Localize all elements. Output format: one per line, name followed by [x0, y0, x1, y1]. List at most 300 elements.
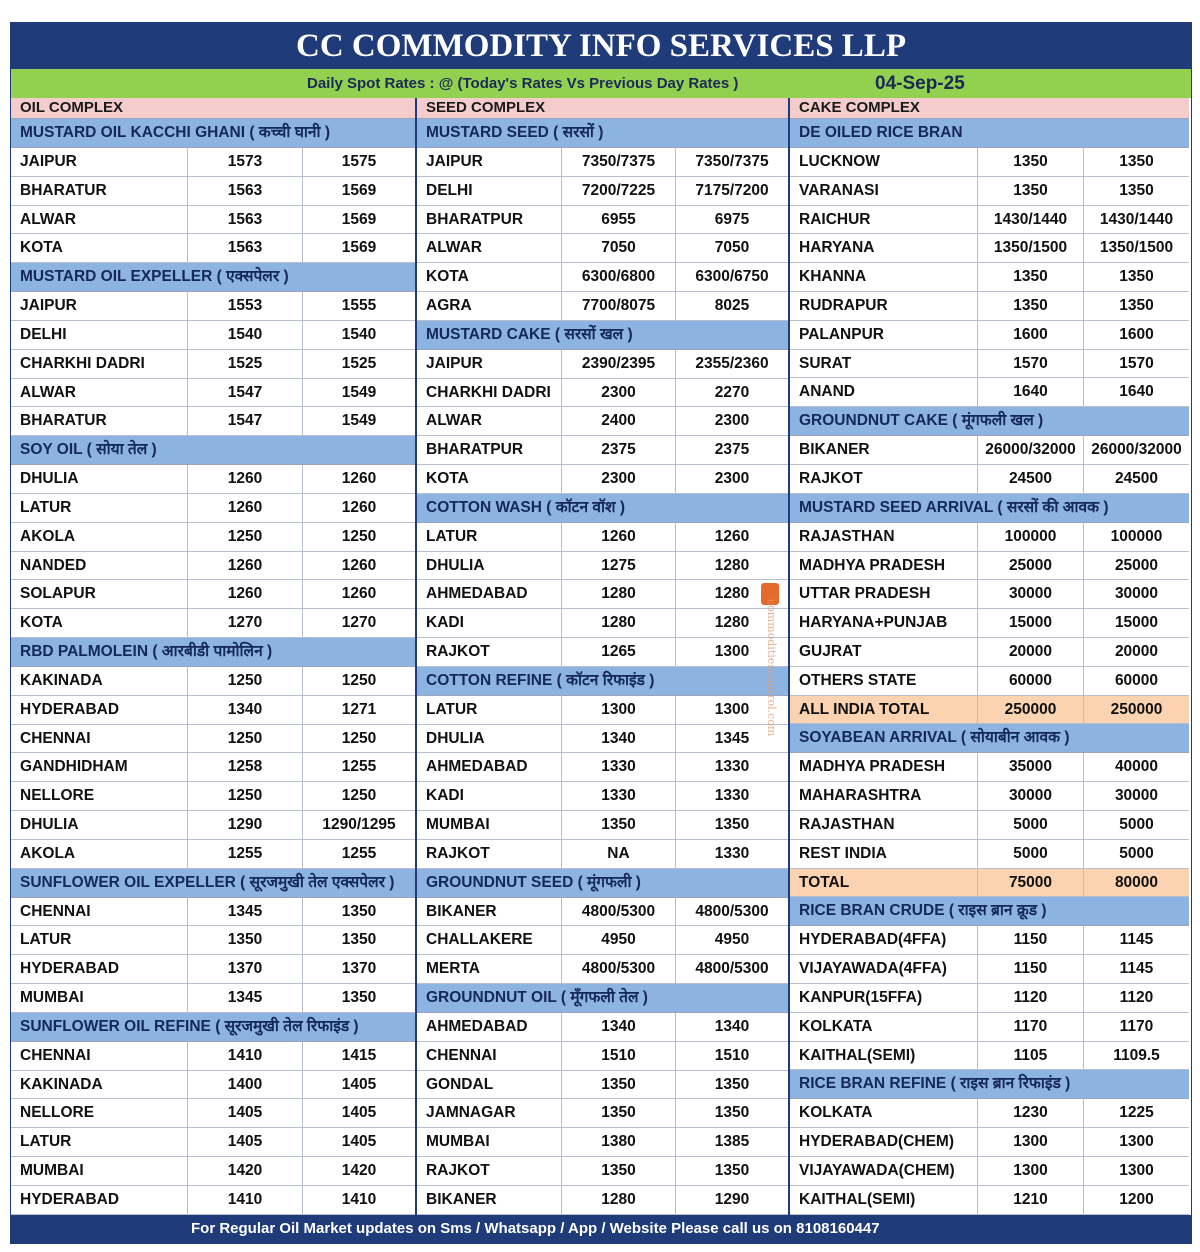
market-name-cell: SURAT: [790, 350, 978, 378]
market-name-cell: RUDRAPUR: [790, 292, 978, 320]
previous-rate-cell: 1300: [714, 642, 750, 660]
section-header: GROUNDNUT SEED ( मूंगफली ): [417, 869, 788, 898]
today-rate-cell: 1547: [188, 407, 303, 435]
previous-rate-cell: 1345: [714, 729, 750, 747]
section-header: RBD PALMOLEIN ( आरबीडी पामोलिन ): [11, 638, 415, 667]
today-rate-cell: 4800/5300: [562, 955, 676, 983]
section-header: RICE BRAN REFINE ( राइस ब्रान रिफाइंड ): [790, 1070, 1189, 1099]
today-rate-cell: 1570: [978, 350, 1084, 378]
table-row: [11, 1071, 415, 1100]
market-name-cell: BHARATPUR: [417, 206, 562, 234]
table-row: [790, 753, 1189, 782]
previous-rate-cell: 2355/2360: [695, 354, 769, 372]
market-name-cell: MUMBAI: [11, 984, 188, 1012]
table-row: [790, 984, 1189, 1013]
market-name-cell: RAJKOT: [417, 840, 562, 868]
previous-rate-cell: 1271: [341, 700, 377, 718]
market-name-cell: AHMEDABAD: [417, 1013, 562, 1041]
previous-rate-cell: 30000: [1114, 585, 1159, 603]
previous-rate-cell: 1405: [341, 1104, 377, 1122]
previous-rate-cell: 7175/7200: [695, 181, 769, 199]
previous-rate-cell: 1575: [341, 153, 377, 170]
watermark-text: commoditiescontrol.com: [765, 599, 778, 737]
market-name-cell: CHENNAI: [11, 1042, 188, 1070]
market-name-cell: KOTA: [11, 609, 188, 637]
today-rate-cell: 1300: [562, 696, 676, 724]
previous-rate-cell: 24500: [1114, 469, 1159, 487]
previous-rate-cell: 1250: [341, 729, 377, 747]
previous-rate-cell: 25000: [1114, 556, 1159, 574]
previous-rate-cell: 1415: [341, 1046, 377, 1064]
previous-rate-cell: 1350: [1119, 268, 1154, 286]
today-rate-cell: 1280: [562, 580, 676, 608]
previous-rate-cell: 1350: [714, 815, 750, 833]
today-rate-cell: 2375: [562, 436, 676, 464]
table-row: [11, 782, 415, 811]
today-rate-cell: 1350/1500: [978, 234, 1084, 262]
market-name-cell: MERTA: [417, 955, 562, 983]
today-rate-cell: 1563: [188, 206, 303, 234]
market-name-cell: MUMBAI: [417, 1128, 562, 1156]
market-name-cell: KADI: [417, 609, 562, 637]
market-name-cell: PALANPUR: [790, 321, 978, 349]
previous-rate-cell: 1600: [1119, 325, 1154, 343]
today-rate-cell: 1230: [978, 1099, 1084, 1127]
market-name-cell: KAITHAL(SEMI): [790, 1186, 978, 1214]
table-row: [11, 350, 415, 379]
market-name-cell: MUMBAI: [11, 1157, 188, 1185]
table-row: [11, 1128, 415, 1157]
table-row: [417, 1099, 788, 1128]
today-rate-cell: 75000: [978, 869, 1084, 897]
previous-rate-cell: 1280: [714, 556, 750, 574]
previous-rate-cell: 1570: [1119, 354, 1154, 372]
table-row: [11, 580, 415, 609]
market-name-cell: LATUR: [11, 926, 188, 954]
market-name-cell: RAJASTHAN: [790, 811, 978, 839]
market-name-cell: BHARATPUR: [417, 436, 562, 464]
today-rate-cell: 1120: [978, 984, 1084, 1012]
previous-rate-cell: 1555: [341, 297, 377, 315]
market-name-cell: HYDERABAD: [11, 955, 188, 983]
market-name-cell: SOLAPUR: [11, 580, 188, 608]
today-rate-cell: 4950: [562, 926, 676, 954]
today-rate-cell: 1350: [562, 1099, 676, 1127]
market-name-cell: TOTAL: [790, 869, 978, 897]
market-name-cell: ALWAR: [11, 206, 188, 234]
table-row: [790, 292, 1189, 321]
previous-rate-cell: 1260: [341, 556, 377, 574]
section-header: MUSTARD OIL KACCHI GHANI ( कच्ची घानी ): [11, 119, 415, 148]
table-row: [417, 523, 788, 552]
previous-rate-cell: 1330: [714, 758, 750, 776]
table-row: [790, 378, 1189, 407]
market-name-cell: CHENNAI: [417, 1042, 562, 1070]
table-row: [417, 840, 788, 869]
previous-rate-cell: 15000: [1114, 614, 1159, 632]
today-rate-cell: 1275: [562, 552, 676, 580]
table-row: [790, 1157, 1189, 1186]
previous-rate-cell: 1330: [714, 787, 750, 805]
table-row: [790, 206, 1189, 235]
market-name-cell: RAJKOT: [417, 1157, 562, 1185]
previous-rate-cell: 1350: [341, 988, 377, 1006]
previous-rate-cell: 1300: [1119, 1133, 1154, 1151]
market-name-cell: BIKANER: [417, 1186, 562, 1214]
table-row: [11, 725, 415, 754]
table-row: [417, 234, 788, 263]
today-rate-cell: 1400: [188, 1071, 303, 1099]
table-row: [417, 436, 788, 465]
table-row: [11, 1157, 415, 1186]
market-name-cell: DHULIA: [417, 552, 562, 580]
previous-rate-cell: 20000: [1114, 642, 1159, 660]
today-rate-cell: 6955: [562, 206, 676, 234]
table-row: [790, 234, 1189, 263]
today-rate-cell: 1105: [978, 1042, 1084, 1070]
market-name-cell: CHENNAI: [11, 898, 188, 926]
section-header: SUNFLOWER OIL REFINE ( सूरजमुखी तेल रिफाइंड ): [11, 1013, 415, 1042]
table-row: [11, 667, 415, 696]
today-rate-cell: 1350: [978, 292, 1084, 320]
previous-rate-cell: 40000: [1114, 758, 1159, 776]
table-row: [417, 552, 788, 581]
category-header: SEED COMPLEX: [417, 98, 788, 119]
subtitle-text: Daily Spot Rates : @ (Today's Rates Vs Previous Day Rates ): [307, 75, 739, 92]
table-row: [790, 696, 1189, 725]
market-name-cell: VIJAYAWADA(CHEM): [790, 1157, 978, 1185]
section-header: GROUNDNUT OIL ( मूँगफली तेल ): [417, 984, 788, 1013]
previous-rate-cell: 250000: [1110, 700, 1163, 718]
previous-rate-cell: 60000: [1114, 671, 1159, 689]
today-rate-cell: 1405: [188, 1099, 303, 1127]
table-row: [417, 407, 788, 436]
today-rate-cell: 4800/5300: [562, 898, 676, 926]
market-name-cell: GANDHIDHAM: [11, 753, 188, 781]
previous-rate-cell: 1510: [714, 1046, 750, 1064]
previous-rate-cell: 7050: [714, 239, 750, 257]
table-row: [417, 177, 788, 206]
market-name-cell: NELLORE: [11, 782, 188, 810]
previous-rate-cell: 1250: [341, 787, 377, 805]
today-rate-cell: 30000: [978, 782, 1084, 810]
today-rate-cell: 1380: [562, 1128, 676, 1156]
table-row: [417, 926, 788, 955]
subtitle-bar: [11, 69, 1191, 98]
market-name-cell: UTTAR PRADESH: [790, 580, 978, 608]
table-row: [790, 580, 1189, 609]
today-rate-cell: 1260: [188, 494, 303, 522]
previous-rate-cell: 1350: [714, 1075, 750, 1093]
table-row: [11, 811, 415, 840]
previous-rate-cell: 5000: [1119, 844, 1154, 862]
rates-sheet: [10, 22, 1192, 1244]
today-rate-cell: 1350: [978, 263, 1084, 291]
table-row: [790, 436, 1189, 465]
table-row: [790, 1128, 1189, 1157]
market-name-cell: AKOLA: [11, 840, 188, 868]
table-row: [790, 1099, 1189, 1128]
today-rate-cell: 1290: [188, 811, 303, 839]
table-row: [790, 638, 1189, 667]
today-rate-cell: 1410: [188, 1186, 303, 1214]
section-header: SUNFLOWER OIL EXPELLER ( सूरजमुखी तेल एक्सपेलर ): [11, 869, 415, 898]
table-row: [417, 782, 788, 811]
market-name-cell: DHULIA: [11, 465, 188, 493]
market-name-cell: NANDED: [11, 552, 188, 580]
previous-rate-cell: 7350/7375: [695, 153, 769, 170]
previous-rate-cell: 1405: [341, 1075, 377, 1093]
table-row: [790, 350, 1189, 379]
previous-rate-cell: 2300: [714, 412, 750, 430]
market-name-cell: DHULIA: [417, 725, 562, 753]
market-name-cell: RAJKOT: [417, 638, 562, 666]
today-rate-cell: 7700/8075: [562, 292, 676, 320]
columns: [11, 98, 1191, 1215]
previous-rate-cell: 1145: [1119, 931, 1154, 949]
market-name-cell: GUJRAT: [790, 638, 978, 666]
today-rate-cell: 1260: [562, 523, 676, 551]
table-row: [790, 552, 1189, 581]
market-name-cell: REST INDIA: [790, 840, 978, 868]
market-name-cell: KADI: [417, 782, 562, 810]
today-rate-cell: 1340: [562, 725, 676, 753]
today-rate-cell: 1350: [562, 811, 676, 839]
previous-rate-cell: 80000: [1114, 873, 1159, 891]
today-rate-cell: 1250: [188, 782, 303, 810]
previous-rate-cell: 1640: [1119, 383, 1154, 401]
previous-rate-cell: 1350/1500: [1099, 239, 1174, 257]
table-row: [790, 955, 1189, 984]
market-name-cell: AKOLA: [11, 523, 188, 551]
today-rate-cell: 1350: [978, 148, 1084, 176]
table-row: [11, 926, 415, 955]
market-name-cell: OTHERS STATE: [790, 667, 978, 695]
previous-rate-cell: 8025: [714, 296, 750, 314]
previous-rate-cell: 2270: [714, 383, 750, 401]
market-name-cell: KAKINADA: [11, 667, 188, 695]
previous-rate-cell: 1385: [714, 1133, 750, 1151]
today-rate-cell: 1430/1440: [978, 206, 1084, 234]
today-rate-cell: 1260: [188, 465, 303, 493]
category-header: OIL COMPLEX: [11, 98, 415, 119]
previous-rate-cell: 1290: [714, 1190, 750, 1208]
table-row: [790, 321, 1189, 350]
market-name-cell: KOTA: [417, 263, 562, 291]
market-name-cell: BIKANER: [417, 898, 562, 926]
watermark: [757, 575, 783, 770]
table-row: [11, 206, 415, 235]
today-rate-cell: 1330: [562, 782, 676, 810]
table-row: [417, 725, 788, 754]
table-row: [11, 321, 415, 350]
previous-rate-cell: 1255: [341, 844, 377, 862]
today-rate-cell: 1170: [978, 1013, 1084, 1041]
today-rate-cell: 1547: [188, 379, 303, 407]
footer: For Regular Oil Market updates on Sms / Whatsapp / App / Website Please call us on 8108160447: [11, 1215, 1191, 1243]
market-name-cell: KANPUR(15FFA): [790, 984, 978, 1012]
previous-rate-cell: 6975: [714, 210, 750, 228]
previous-rate-cell: 1260: [341, 585, 377, 603]
today-rate-cell: 6300/6800: [562, 263, 676, 291]
previous-rate-cell: 1430/1440: [1099, 210, 1174, 228]
today-rate-cell: 20000: [978, 638, 1084, 666]
market-name-cell: MADHYA PRADESH: [790, 552, 978, 580]
previous-rate-cell: 1350: [714, 1104, 750, 1122]
market-name-cell: ALWAR: [11, 379, 188, 407]
table-row: [417, 955, 788, 984]
market-name-cell: HYDERABAD(CHEM): [790, 1128, 978, 1156]
section-header: MUSTARD OIL EXPELLER ( एक्सपेलर ): [11, 263, 415, 292]
previous-rate-cell: 1225: [1119, 1104, 1154, 1122]
previous-rate-cell: 1549: [341, 383, 377, 401]
table-row: [790, 1042, 1189, 1071]
today-rate-cell: 1250: [188, 725, 303, 753]
market-name-cell: RAICHUR: [790, 206, 978, 234]
market-name-cell: KAITHAL(SEMI): [790, 1042, 978, 1070]
previous-rate-cell: 6300/6750: [695, 268, 769, 286]
previous-rate-cell: 1569: [341, 181, 377, 199]
table-row: [11, 753, 415, 782]
previous-rate-cell: 4800/5300: [695, 902, 769, 920]
today-rate-cell: 1350: [562, 1157, 676, 1185]
table-row: [11, 465, 415, 494]
previous-rate-cell: 1370: [341, 960, 377, 978]
market-name-cell: BHARATUR: [11, 407, 188, 435]
today-rate-cell: 1150: [978, 955, 1084, 983]
market-name-cell: JAIPUR: [417, 148, 562, 176]
section-header: SOYABEAN ARRIVAL ( सोयाबीन आवक ): [790, 724, 1189, 753]
table-row: [417, 263, 788, 292]
table-row: [417, 379, 788, 408]
today-rate-cell: 1525: [188, 350, 303, 378]
today-rate-cell: 1258: [188, 753, 303, 781]
table-row: [11, 177, 415, 206]
today-rate-cell: 5000: [978, 840, 1084, 868]
table-row: [790, 465, 1189, 494]
previous-rate-cell: 1525: [341, 354, 377, 372]
previous-rate-cell: 1350: [341, 931, 377, 949]
table-row: [11, 1042, 415, 1071]
today-rate-cell: NA: [562, 840, 676, 868]
today-rate-cell: 25000: [978, 552, 1084, 580]
page-title: CC COMMODITY INFO SERVICES LLP: [11, 23, 1191, 69]
market-name-cell: VIJAYAWADA(4FFA): [790, 955, 978, 983]
previous-rate-cell: 1200: [1119, 1190, 1154, 1208]
table-row: [417, 1042, 788, 1071]
table-row: [790, 926, 1189, 955]
category-header: CAKE COMPLEX: [790, 98, 1189, 119]
today-rate-cell: 1260: [188, 552, 303, 580]
market-name-cell: GONDAL: [417, 1071, 562, 1099]
previous-rate-cell: 1260: [341, 470, 377, 488]
table-row: [417, 206, 788, 235]
market-name-cell: MUMBAI: [417, 811, 562, 839]
today-rate-cell: 1510: [562, 1042, 676, 1070]
previous-rate-cell: 1250: [341, 671, 377, 689]
today-rate-cell: 1270: [188, 609, 303, 637]
market-name-cell: AGRA: [417, 292, 562, 320]
today-rate-cell: 1340: [188, 696, 303, 724]
market-name-cell: LATUR: [417, 523, 562, 551]
table-row: [417, 696, 788, 725]
today-rate-cell: 2400: [562, 407, 676, 435]
previous-rate-cell: 1255: [341, 758, 377, 776]
previous-rate-cell: 1170: [1119, 1017, 1154, 1035]
previous-rate-cell: 1109.5: [1113, 1046, 1160, 1064]
today-rate-cell: 1420: [188, 1157, 303, 1185]
market-name-cell: ANAND: [790, 378, 978, 406]
today-rate-cell: 1280: [562, 1186, 676, 1214]
market-name-cell: HYDERABAD(4FFA): [790, 926, 978, 954]
section-header: MUSTARD CAKE ( सरसों खल ): [417, 321, 788, 350]
today-rate-cell: 100000: [978, 523, 1084, 551]
table-row: [11, 1186, 415, 1215]
today-rate-cell: 1340: [562, 1013, 676, 1041]
section-header: RICE BRAN CRUDE ( राइस ब्रान क्रूड ): [790, 897, 1189, 926]
table-row: [11, 234, 415, 263]
market-name-cell: CHENNAI: [11, 725, 188, 753]
today-rate-cell: 1250: [188, 523, 303, 551]
today-rate-cell: 1370: [188, 955, 303, 983]
table-row: [417, 753, 788, 782]
today-rate-cell: 2300: [562, 379, 676, 407]
previous-rate-cell: 1350: [714, 1161, 750, 1179]
today-rate-cell: 1260: [188, 580, 303, 608]
market-name-cell: HYDERABAD: [11, 696, 188, 724]
table-row: [790, 869, 1189, 898]
today-rate-cell: 1600: [978, 321, 1084, 349]
today-rate-cell: 1540: [188, 321, 303, 349]
table-row: [417, 148, 788, 177]
previous-rate-cell: 1145: [1119, 960, 1154, 978]
today-rate-cell: 2390/2395: [562, 350, 676, 378]
market-name-cell: VARANASI: [790, 177, 978, 205]
previous-rate-cell: 1405: [341, 1133, 377, 1151]
table-row: [11, 984, 415, 1013]
previous-rate-cell: 1120: [1119, 988, 1154, 1006]
table-row: [790, 148, 1189, 177]
today-rate-cell: 1410: [188, 1042, 303, 1070]
previous-rate-cell: 1410: [341, 1190, 377, 1208]
market-name-cell: LUCKNOW: [790, 148, 978, 176]
table-row: [790, 609, 1189, 638]
section-header: SOY OIL ( सोया तेल ): [11, 436, 415, 465]
table-row: [790, 667, 1189, 696]
table-row: [11, 148, 415, 177]
previous-rate-cell: 1350: [1119, 153, 1154, 170]
previous-rate-cell: 4800/5300: [695, 960, 769, 978]
market-name-cell: RAJASTHAN: [790, 523, 978, 551]
table-row: [790, 1013, 1189, 1042]
section-header: GROUNDNUT CAKE ( मूंगफली खल ): [790, 407, 1189, 436]
table-row: [11, 494, 415, 523]
table-row: [417, 1128, 788, 1157]
table-row: [790, 1186, 1189, 1215]
oil-complex-column: [11, 98, 417, 1215]
table-row: [790, 811, 1189, 840]
previous-rate-cell: 100000: [1110, 527, 1163, 545]
today-rate-cell: 1350: [978, 177, 1084, 205]
today-rate-cell: 60000: [978, 667, 1084, 695]
today-rate-cell: 1640: [978, 378, 1084, 406]
previous-rate-cell: 1569: [341, 239, 377, 257]
market-name-cell: KOTA: [417, 465, 562, 493]
today-rate-cell: 1265: [562, 638, 676, 666]
table-row: [417, 638, 788, 667]
section-header: MUSTARD SEED ARRIVAL ( सरसों की आवक ): [790, 494, 1189, 523]
market-name-cell: CHALLAKERE: [417, 926, 562, 954]
